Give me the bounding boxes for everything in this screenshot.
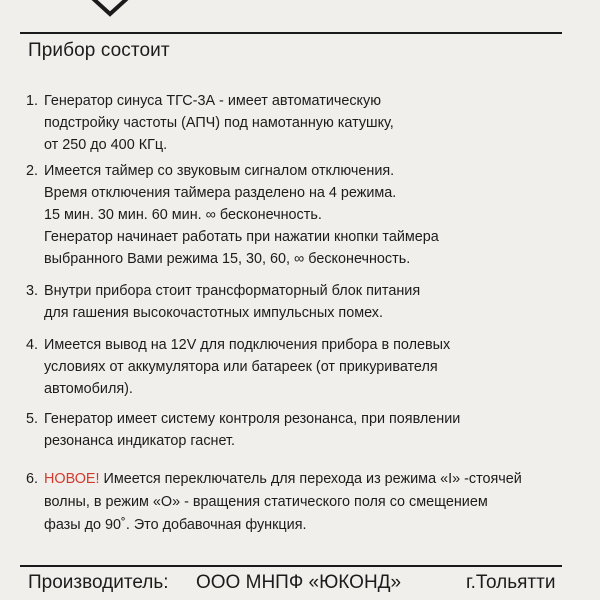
list-item-number: 2. xyxy=(26,163,39,179)
list-item-line: выбранного Вами режима 15, 30, 60, ∞ бесконечность. xyxy=(44,251,411,267)
list-item-number: 6. xyxy=(26,471,39,487)
list-item-text xyxy=(44,280,569,324)
list-item-line: фазы до 90˚. Это добавочная функция. xyxy=(44,517,307,533)
emblem-fragment-icon xyxy=(80,0,140,18)
list-item-line: Генератор начинает работать при нажатии кнопки таймера xyxy=(44,229,439,245)
manufacturer-label: Производитель: xyxy=(28,572,169,593)
manufacturer-city: г.Тольятти xyxy=(466,572,556,593)
list-item-number: 1. xyxy=(26,93,39,109)
top-divider xyxy=(20,32,562,34)
list-item-line-rest: Имеется переключатель для перехода из режима «I» -стоячей xyxy=(99,471,522,487)
list-item-line: Время отключения таймера разделено на 4 режима. xyxy=(44,185,397,201)
section-heading: Прибор состоит xyxy=(28,40,170,61)
list-item-line: условиях от аккумулятора или батареек (от прикуривателя xyxy=(44,359,438,375)
list-item-number: 3. xyxy=(26,283,39,299)
list-item-text xyxy=(44,408,569,452)
list-item-text xyxy=(44,468,569,537)
bottom-divider xyxy=(20,565,562,567)
list-item-text xyxy=(44,160,569,270)
list-item-line xyxy=(44,468,569,491)
list-item-line: Генератор имеет систему контроля резонанса, при появлении xyxy=(44,411,461,427)
list-item-line: подстройку частоты (АПЧ) под намотанную катушку, xyxy=(44,115,394,131)
list-item-text xyxy=(44,90,569,156)
manufacturer-name: ООО МНПФ «ЮКОНД» xyxy=(196,572,402,593)
list-item-line: резонанса индикатор гаснет. xyxy=(44,433,235,449)
list-item-line: Имеется вывод на 12V для подключения прибора в полевых xyxy=(44,337,451,353)
list-item-line: Имеется таймер со звуковым сигналом отключения. xyxy=(44,163,395,179)
list-item-line: от 250 до 400 КГц. xyxy=(44,137,168,153)
list-item-text xyxy=(44,334,569,400)
list-item-line: волны, в режим «О» - вращения статического поля со смещением xyxy=(44,494,488,510)
list-item-line: для гашения высокочастотных импульсных помех. xyxy=(44,305,383,321)
list-item-line: Генератор синуса ТГС-3А - имеет автоматическую xyxy=(44,93,381,109)
list-item-number: 4. xyxy=(26,337,39,353)
list-item-line: 15 мин. 30 мин. 60 мин. ∞ бесконечность. xyxy=(44,207,322,223)
list-item-line: автомобиля). xyxy=(44,381,133,397)
list-item-number: 5. xyxy=(26,411,39,427)
list-item-line: Внутри прибора стоит трансформаторный блок питания xyxy=(44,283,421,299)
new-badge: НОВОЕ! xyxy=(44,471,100,487)
